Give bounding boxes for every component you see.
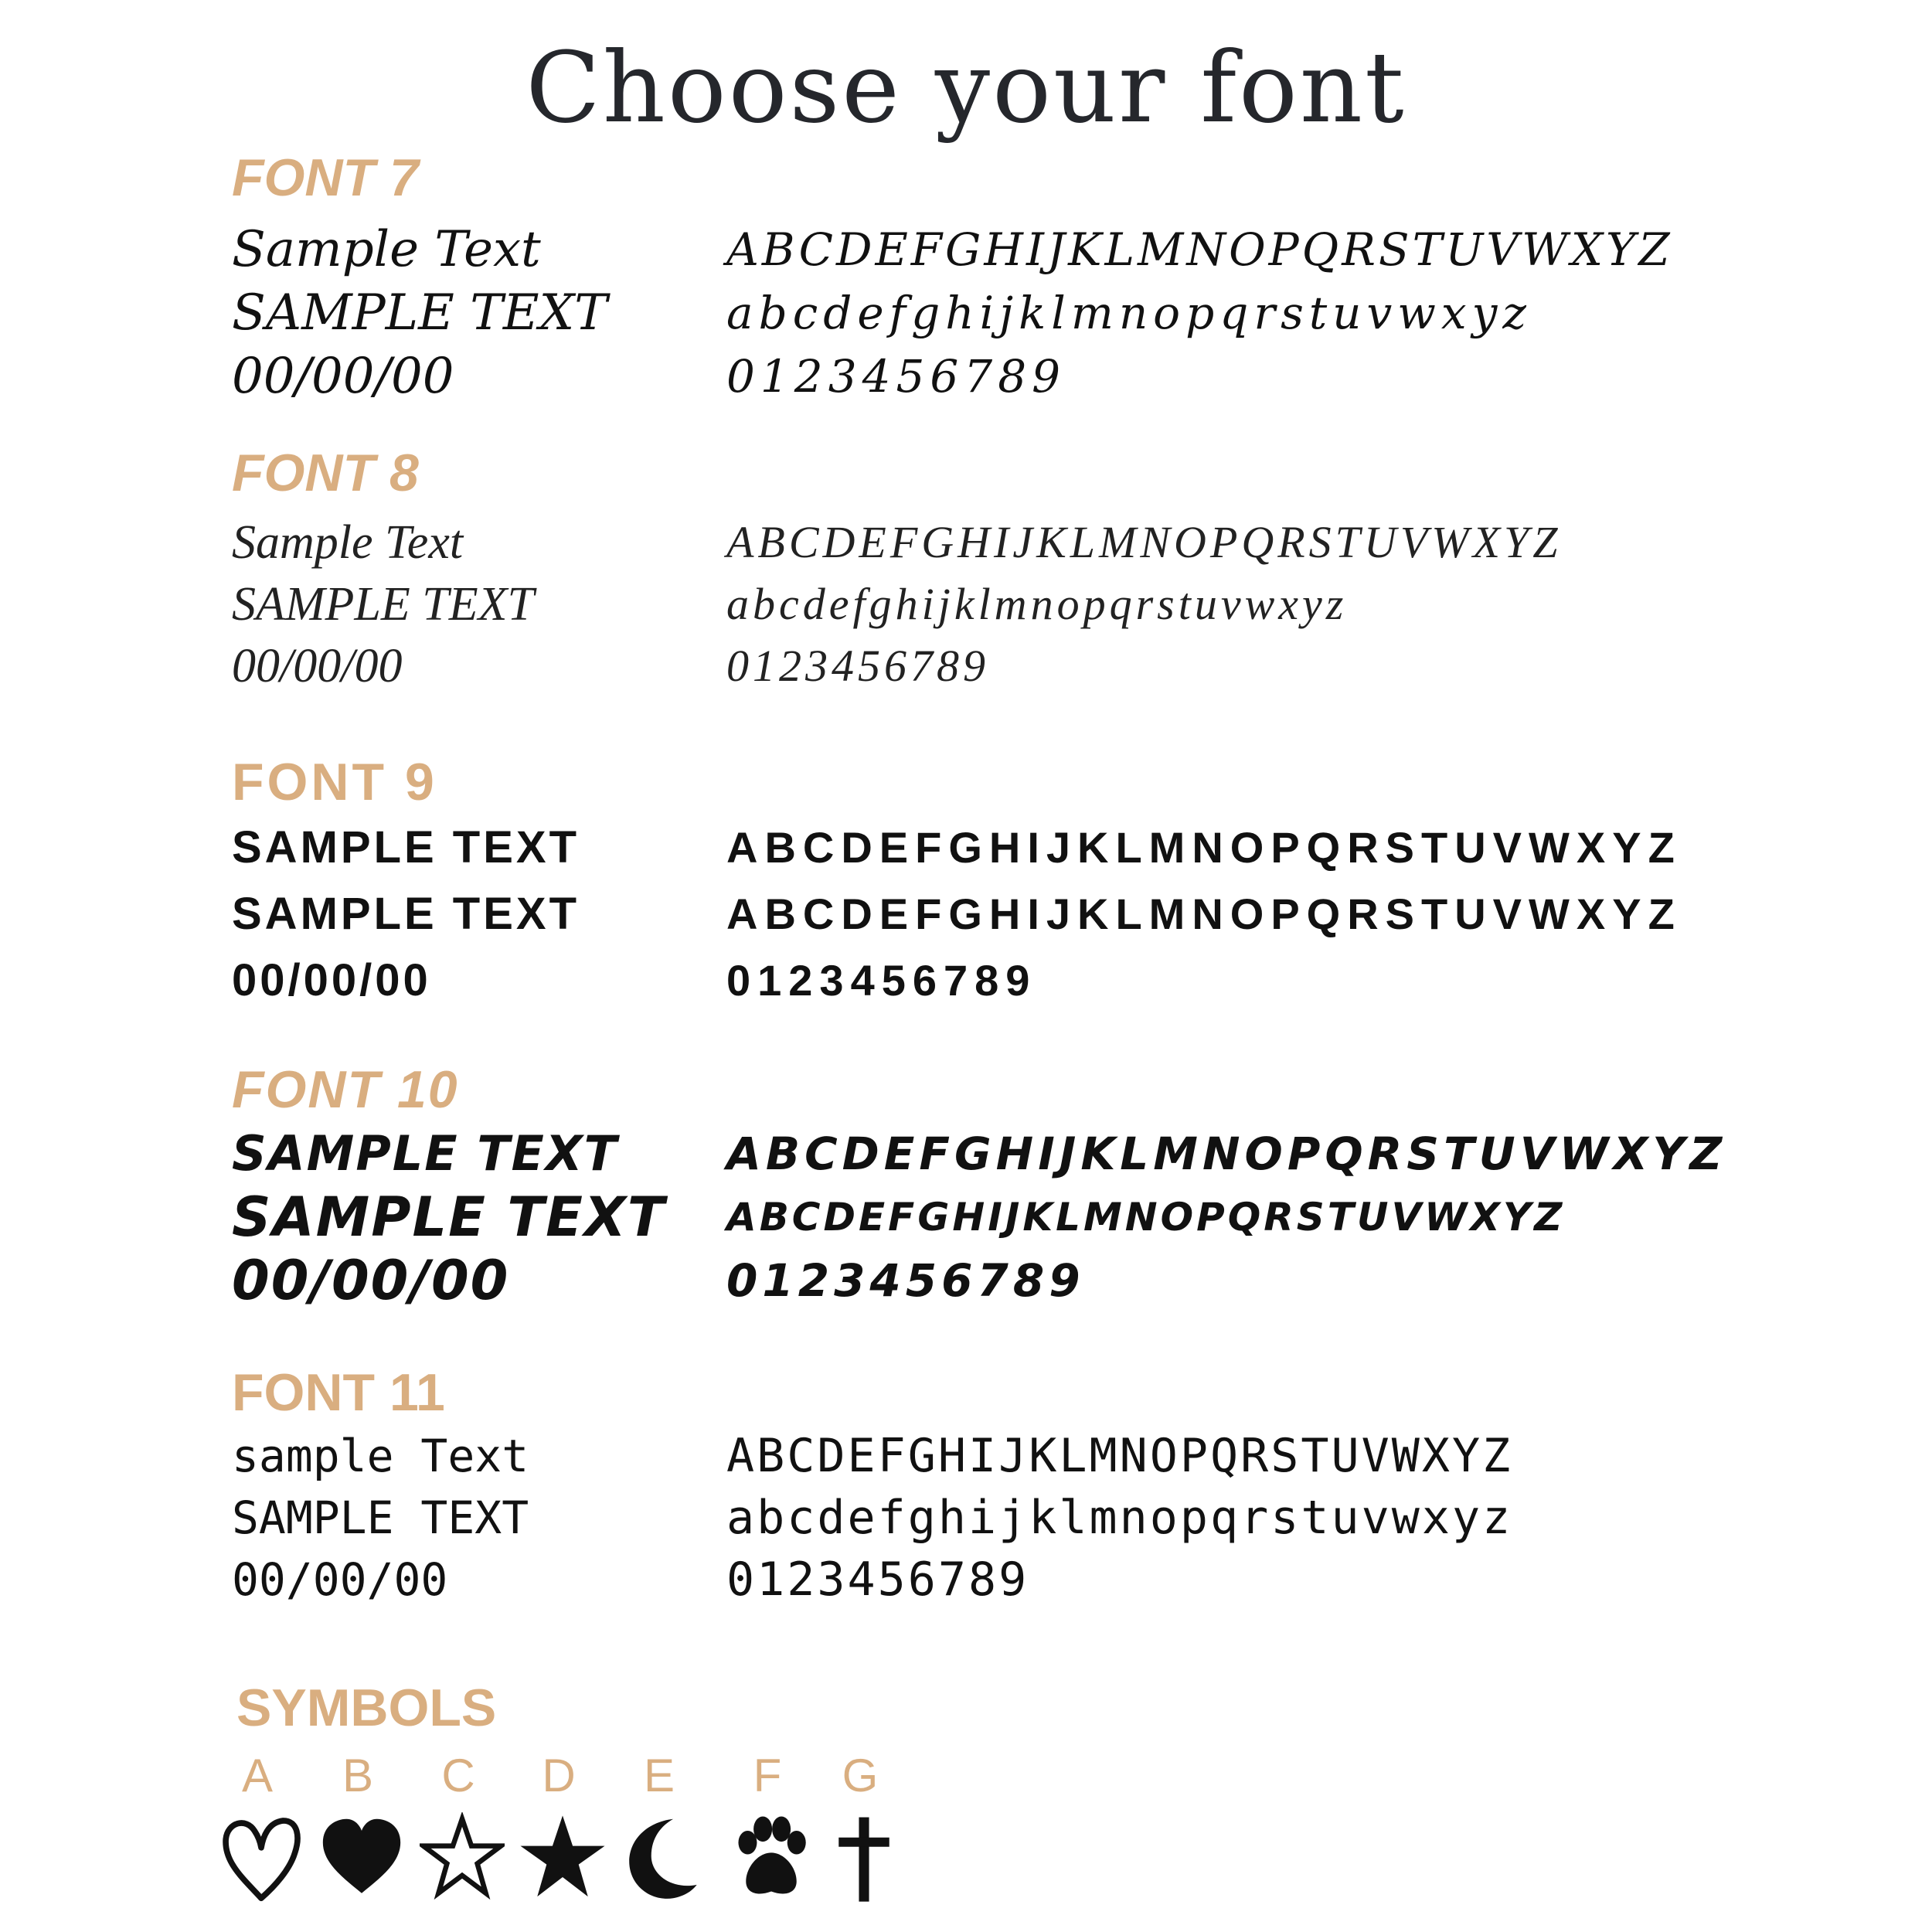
- font-9-section[interactable]: [232, 751, 1777, 1005]
- alphabet-line: ABCDEFGHIJKLMNOPQRSTUVWXYZ: [726, 517, 1562, 567]
- alphabet-line: ABCDEFGHIJKLMNOPQRSTUVWXYZ: [726, 823, 1682, 872]
- sample-line: 00/00/00: [232, 955, 431, 1005]
- alphabet-line: 0123456789: [726, 956, 1037, 1005]
- font-10-alphabet: [726, 1122, 1793, 1312]
- font-11-alphabet: [726, 1425, 1793, 1611]
- sample-line: Sample Text: [232, 221, 541, 278]
- alphabet-line: 0123456789: [726, 350, 1066, 403]
- sample-line: 00/00/00: [232, 640, 403, 692]
- star-outline-icon[interactable]: [420, 1812, 505, 1905]
- sample-line: SAMPLE TEXT: [232, 1125, 618, 1182]
- symbol-letter-c: C: [441, 1750, 475, 1801]
- font-8-alphabet: [726, 512, 1793, 697]
- sample-line: SAMPLE TEXT: [232, 284, 607, 342]
- sample-line: 00/00/00: [232, 1249, 510, 1312]
- sample-line: SAMPLE TEXT: [232, 1185, 666, 1249]
- cross-icon[interactable]: [821, 1812, 906, 1905]
- sample-line: 00/00/00: [232, 348, 454, 405]
- alphabet-line: ABCDEFGHIJKLMNOPQRSTUVWXYZ: [726, 889, 1682, 938]
- alphabet-line: 0123456789: [726, 1553, 1029, 1607]
- font-7-samples: [232, 218, 734, 408]
- alphabet-line: 0123456789: [726, 641, 989, 691]
- font-10-section[interactable]: [232, 1059, 1777, 1312]
- font-8-samples: [232, 512, 734, 697]
- star-solid-icon[interactable]: [520, 1812, 605, 1905]
- alphabet-line: ABCDEFGHIJKLMNOPQRSTUVWXYZ: [726, 1128, 1727, 1180]
- alphabet-line: ABCDEFGHIJKLMNOPQRSTUVWXYZ: [726, 223, 1673, 276]
- symbol-letter-f: F: [753, 1750, 782, 1801]
- font-8-label: FONT 8: [232, 444, 419, 502]
- symbols-section: [232, 1677, 1777, 1739]
- alphabet-line: ABCDEFGHIJKLMNOPQRSTUVWXYZ: [726, 1429, 1513, 1483]
- heart-solid-icon[interactable]: [319, 1812, 404, 1905]
- sample-line: SAMPLE TEXT: [232, 1492, 529, 1544]
- crescent-moon-icon[interactable]: [621, 1812, 706, 1905]
- font-7-section[interactable]: [232, 147, 1777, 405]
- alphabet-line: 0123456789: [726, 1254, 1085, 1307]
- sample-line: SAMPLE TEXT: [232, 889, 580, 939]
- alphabet-line: abcdefghijklmnopqrstuvwxyz: [726, 1491, 1513, 1545]
- sample-line: SAMPLE TEXT: [232, 578, 534, 631]
- symbol-letter-g: G: [842, 1750, 879, 1801]
- font-8-section[interactable]: [232, 442, 1777, 692]
- font-7-alphabet: [726, 218, 1793, 408]
- symbol-letter-d: D: [542, 1750, 576, 1801]
- alphabet-line: ABCDEFGHIJKLMNOPQRSTUVWXYZ: [726, 1195, 1566, 1240]
- paw-print-icon[interactable]: [729, 1812, 814, 1905]
- sample-line: SAMPLE TEXT: [232, 822, 580, 872]
- font-9-alphabet: [726, 815, 1793, 1014]
- symbol-letter-a: A: [241, 1750, 274, 1801]
- symbol-letter-b: B: [342, 1750, 374, 1801]
- font-7-label: FONT 7: [232, 148, 419, 207]
- font-9-label: FONT 9: [232, 753, 437, 811]
- page-title: Choose your font: [526, 31, 1406, 145]
- heart-outline-icon[interactable]: [219, 1812, 304, 1905]
- font-11-section[interactable]: [232, 1362, 1777, 1607]
- font-10-samples: [232, 1122, 734, 1312]
- font-11-samples: [232, 1425, 734, 1611]
- alphabet-line: abcdefghijklmnopqrstuvwxyz: [726, 287, 1532, 339]
- sample-line: sample Text: [232, 1430, 529, 1482]
- symbol-letters: [0, 1745, 1932, 1807]
- sample-line: 00/00/00: [232, 1553, 448, 1606]
- alphabet-line: abcdefghijklmnopqrstuvwxyz: [726, 579, 1348, 629]
- symbols-label: SYMBOLS: [236, 1679, 497, 1737]
- font-10-label: FONT 10: [232, 1060, 459, 1119]
- symbol-letter-e: E: [643, 1750, 675, 1801]
- symbol-icons: [0, 1812, 1932, 1913]
- sample-line: Sample Text: [232, 516, 464, 569]
- font-11-label: FONT 11: [232, 1363, 445, 1422]
- font-9-samples: [232, 815, 734, 1014]
